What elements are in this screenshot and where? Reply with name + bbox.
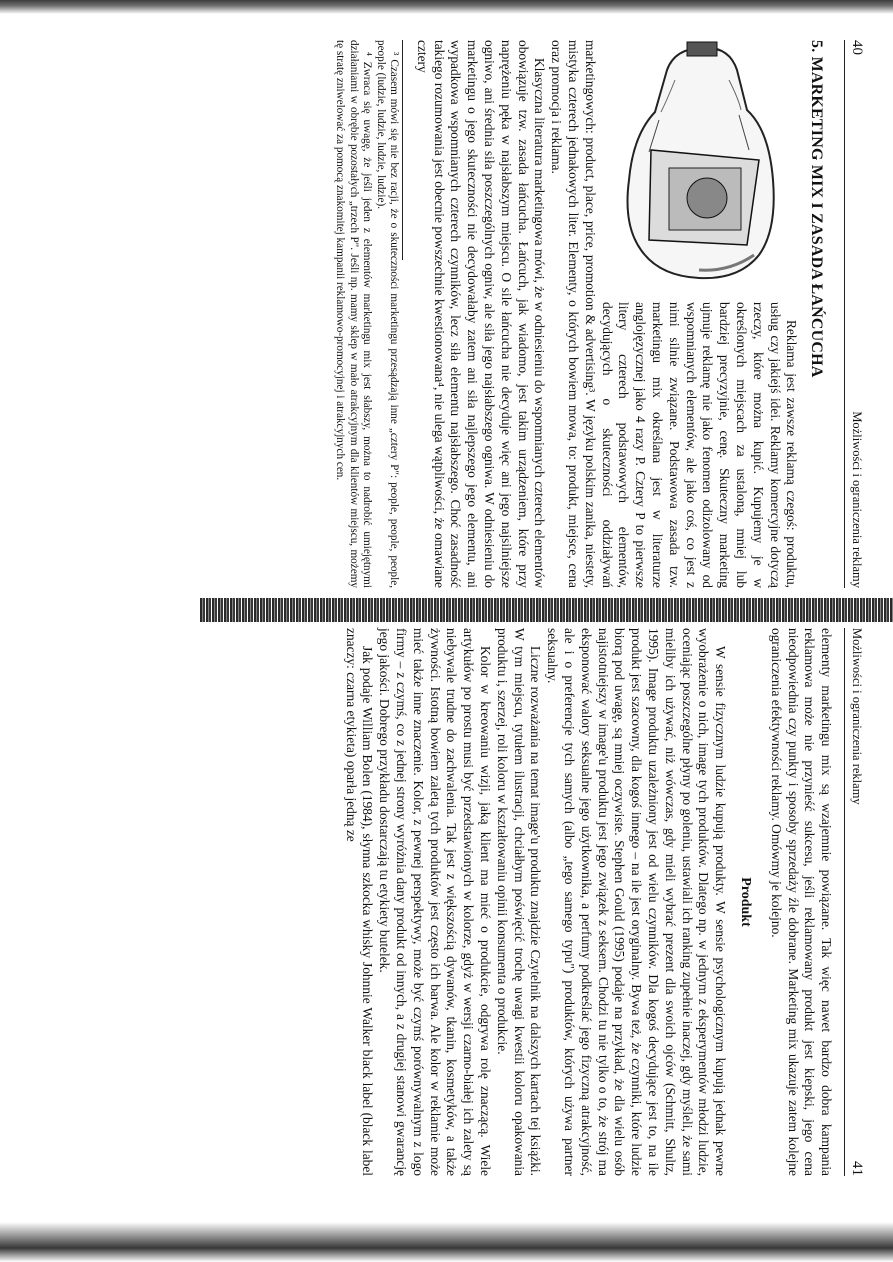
running-head	[844, 628, 865, 1176]
section-title: Produkt	[738, 877, 754, 927]
scan-gutter	[200, 598, 893, 622]
chapter-intro	[413, 40, 799, 588]
bottle-with-banknote-illustration	[611, 40, 799, 290]
scan-edge-bottom	[0, 1222, 893, 1262]
running-head-title: Możliwości i ograniczenia reklamy	[850, 628, 864, 805]
paragraph: Klasyczna literatura marketingowa mówi, że w odniesieniu do wspomnianych czterech elementów obowiązuje tzw. zasada łańcucha. Łańcuch, jak wiadomo, jest takim urządzeniem, które przy naprężeniu pęka w najsłabszym miejscu. O sile łańcucha nie decyduje więc ani jego najsilniejsze ogniwo, ani średnia siła poszczególnych ogniw, ale siła jego najsłabszego ogniwa. W odniesieniu do marketingu o jego skuteczności nie decydowałaby zatem ani siła najlepszego jego elementu, ani wypadkowa wspomnianych czterech czynników, lecz siła elementu najsłabszego. Choć zasadność takiego rozumowania jest obecnie powszechnie kwestionowana⁴, nie ulega wątpliwości, że omawiane cztery	[414, 40, 548, 588]
page-number: 41	[849, 1161, 865, 1176]
footnote-rule	[400, 40, 403, 260]
paragraph: elementy marketingu mix są wzajemnie powiązane. Tak więc nawet bardzo dobra kampania reklamowa może nie przynieść sukcesu, jeśli reklamowany produkt jest kiepski, jego cena nieodpowiednia czy punkty i sposoby sprzedaży źle dobrane. Marketing mix ukazuje zatem kolejne ograniczenia efektywności reklamy. Omówmy je kolejno.	[768, 628, 835, 1176]
page-number: 40	[849, 40, 865, 55]
footnotes	[333, 40, 401, 588]
book-page-right	[35, 628, 865, 1176]
paragraph: Reklama jest zawsze reklamą czegoś: produktu, usług czy jakiejś idei. Reklamy komercyjne dotyczą rzeczy, które można kupić. Kupujemy je w określonych miejscach za ustaloną, mniej lub bardziej precyzyjnie, cenę. Skuteczny marketing ujmuje reklamę nie jako fenomen odizolowany od wspomnianych elementów, ale jako coś, co jest z nimi silnie związane. Podstawowa zasada tzw. marketingu mix określana jest w literaturze anglojęzycznej jako 4 razy P. Cztery P to pierwsze litery czterech podstawowych elementów, decydujących o skuteczności oddziaływań marketingowych: product, place, price, promotion & advertising³. W języku polskim zanika, niestety, mistyka czterech jednakowych liter. Elementy, o których bowiem mowa, to: produkt, miejsce, cena oraz promocja i reklama.	[549, 40, 800, 588]
book-page-left	[35, 40, 865, 588]
paragraph: W sensie fizycznym ludzie kupują produkty. W sensie psychologicznym kupują jednak pewne wyobrażenie o nich, image tych produktów. Dlatego np. w jednym z eksperymentów młodzi ludzie, oceniając poszczególne płyny po goleniu, ustawiali ich ranking zupełnie inaczej, gdy myśleli, że sami mieliby ich używać, niż wówczas, gdy mieli wybrać prezent dla swoich ojców (Schmitt, Shultz, 1995). Image produktu uzależniony jest od wielu czynników. Dla kogoś decydujące jest to, na ile produkt jest szacowny, dla kogoś innego – na ile jest oryginalny. Bywa też, że czynniki, które ludzie biorą pod uwagę, są mniej oczywiste. Stephen Gould (1995) podaje na przykład, że dla wielu osób najistotniejszy w image'u produktu jest jego związek z seksem. Chodzi tu nie tylko o to, że strój ma eksponować walory seksualne jego użytkownika, a perfumy podkreślać jego fizyczną atrakcyjność, ale i o preferencje tych samych (albo „tego samego typu") produktów, których używa partner seksualny.	[545, 628, 729, 1176]
footnote: ³ Czasem mówi się nie bez racji, że o skuteczności marketingu przesądzają inne „cztery P": people, people, people, people (ludzie, ludzie, ludzie, ludzie).	[374, 40, 401, 588]
paragraph: Jak podaje William Bolen (1984), słynna szkocka whisky Johnnie Walker black label (black label znaczy: czarna etykieta) oparła jedną ze	[343, 628, 376, 1176]
paragraph: Liczne rozważania na temat image'u produktu znajdzie Czytelnik na dalszych kartach tej książki. W tym miejscu, tytułem ilustracji, chciałbym poświęcić trochę uwagi kwestii koloru opakowania produktu i, szerzej, roli koloru w kształtowaniu opinii konsumenta o produkcie.	[494, 628, 544, 1176]
running-head	[844, 40, 865, 588]
chapter-title: 5. MARKETING MIX I ZASADA ŁAŃCUCHA	[808, 40, 826, 378]
scan-edge-top	[0, 0, 893, 14]
running-head-title: Możliwości i ograniczenia reklamy	[850, 411, 864, 588]
footnote: ⁴ Zwraca się uwagę, że jeśli jeden z elementów marketingu mix jest słabszy, można to nadrobić umiejętnymi działaniami w obrębie pozostałych „trzech P". Jeśli np. mamy sklep w mało atrakcyjnym dla klientów miejscu, możemy tę stratę zniwelować za pomocą znakomitej kampanii reklamowo-promocyjnej i atrakcyjnych cen.	[334, 40, 374, 588]
paragraph: Kolor w kreowaniu wizji, jaką klient ma mieć o produkcie, odgrywa rolę znaczącą. Wiele artykułów po prostu musi być przedstawionych w kolorze, gdyż w wersji czarno-białej ich zalety są niebywale trudne do zachwalenia. Tak jest z większością dywanów, tkanin, kosmetyków, a także żywności. Istotną bowiem zaletą tych produktów jest często ich barwa. Ale kolor w reklamie może mieć także inne znaczenie. Kolor, z pewnej perspektywy, może być czymś porównywalnym z logo firmy – z czymś, co z jednej strony wyróżnia dany produkt od innych, a z drugiej stanowi gwarancję jego jakości. Dobrego przykładu dostarczają tu etykiety butelek.	[377, 628, 494, 1176]
